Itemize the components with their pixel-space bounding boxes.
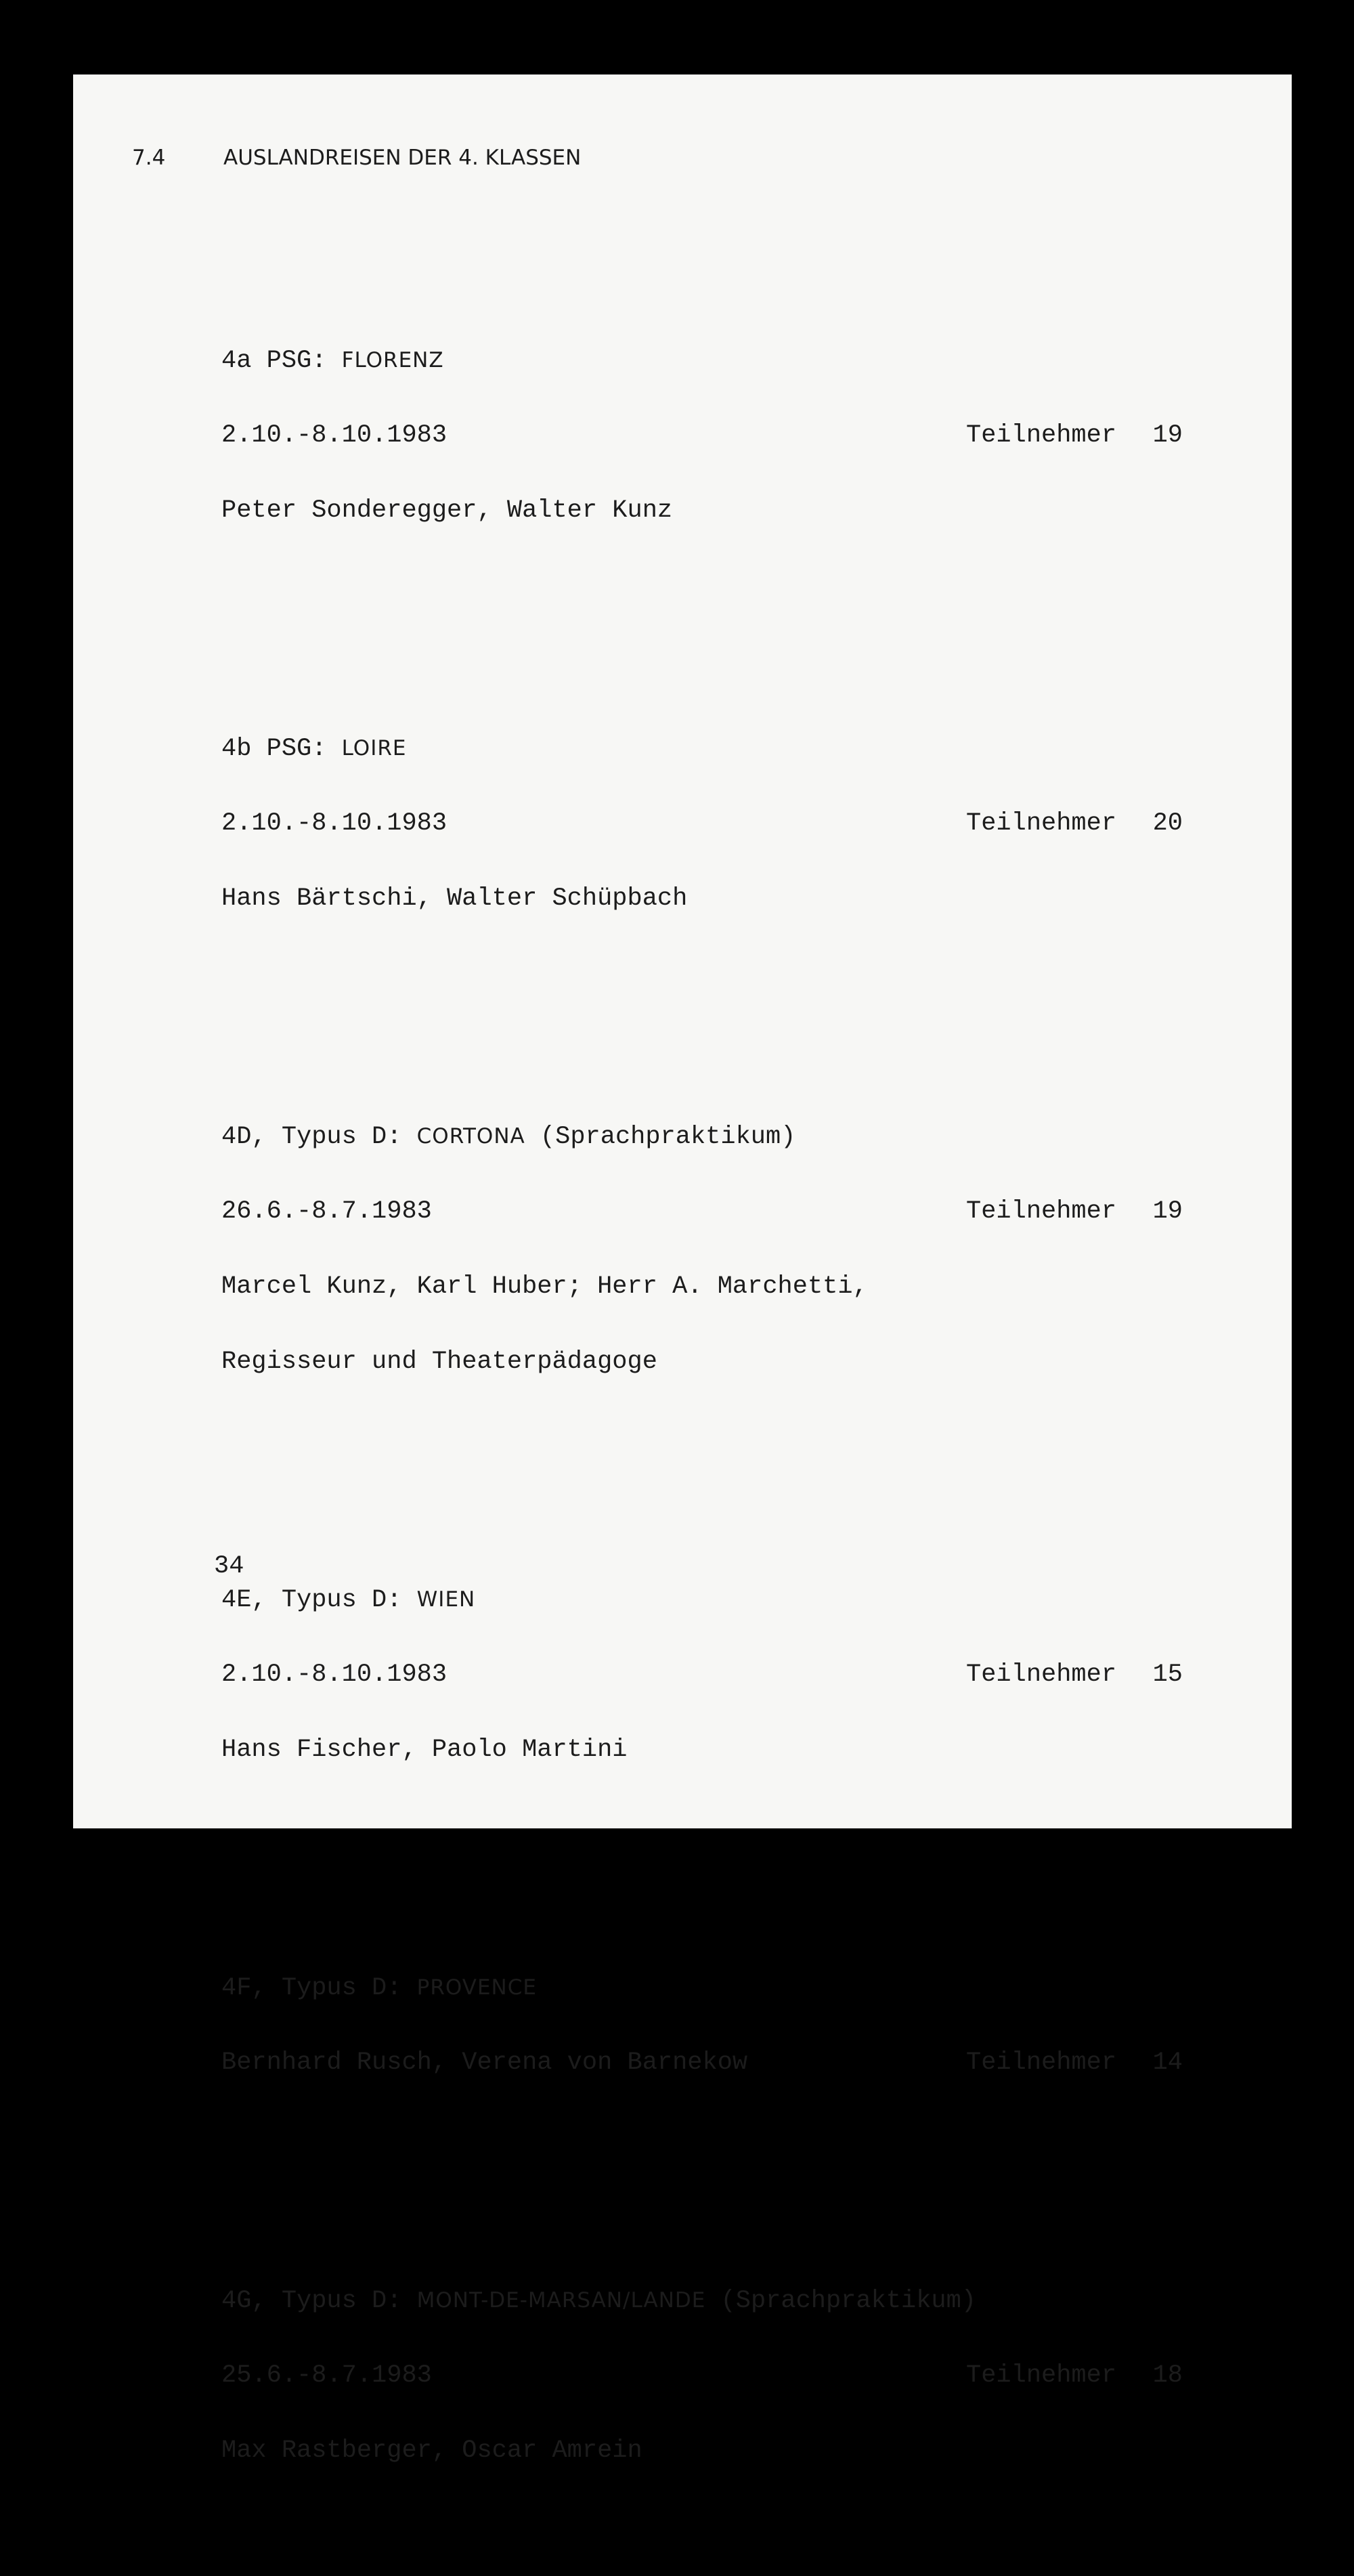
trip-leaders-row (221, 886, 1183, 911)
trip-leaders: Peter Sonderegger, Walter Kunz (221, 496, 673, 525)
trip-date-row (221, 423, 1183, 448)
trip-heading (221, 1124, 1183, 1149)
page-number: 34 (214, 1552, 244, 1581)
trip-date: 25.6.-8.7.1983 (221, 2361, 432, 2390)
trip-heading (221, 736, 1183, 761)
participants-count: 19 (1152, 1197, 1183, 1226)
trip-list (221, 198, 1183, 2576)
participants-count: 15 (1152, 1660, 1183, 1689)
class-label: 4E, Typus D: (221, 1586, 417, 1614)
trip-entry (221, 1537, 1183, 1813)
class-label: 4D, Typus D: (221, 1123, 417, 1151)
participants-count: 20 (1152, 809, 1183, 838)
destination: CORTONA (416, 1124, 525, 1149)
trip-leaders: Hans Bärtschi, Walter Schüpbach (221, 884, 688, 913)
section-heading (132, 146, 581, 170)
participants-label: Teilnehmer (966, 421, 1117, 450)
destination: PROVENCE (416, 1975, 537, 2000)
trip-entry (221, 1925, 1183, 2126)
participants-label: Teilnehmer (966, 1660, 1117, 1689)
trip-leaders-row (221, 1738, 1183, 1763)
trip-note: (Sprachpraktikum) (705, 2287, 977, 2315)
trip-leaders: Marcel Kunz, Karl Huber; Herr A. Marchetti, (221, 1272, 868, 1301)
trip-heading (221, 1587, 1183, 1612)
destination: LOIRE (341, 736, 407, 760)
participants-count: 19 (1152, 421, 1183, 450)
trip-entry (221, 2238, 1183, 2514)
class-label: 4F, Typus D: (221, 1974, 417, 2002)
trip-leaders-row (221, 498, 1183, 523)
participants-label: Teilnehmer (966, 2361, 1117, 2390)
destination: FLORENZ (341, 348, 444, 372)
section-title: AUSLANDREISEN DER 4. KLASSEN (223, 146, 582, 170)
class-label: 4b PSG: (221, 735, 342, 763)
trip-date-row (221, 1199, 1183, 1224)
participants-label: Teilnehmer (966, 809, 1117, 838)
trip-heading (221, 348, 1183, 373)
trip-leaders: Bernhard Rusch, Verena von Barnekow (221, 2048, 748, 2077)
participants-label: Teilnehmer (966, 1197, 1117, 1226)
trip-heading (221, 1975, 1183, 2000)
trip-leaders-row (221, 2439, 1183, 2464)
class-label: 4G, Typus D: (221, 2287, 417, 2315)
trip-entry (221, 1074, 1183, 1425)
trip-leaders-row (221, 2048, 1183, 2077)
trip-date: 2.10.-8.10.1983 (221, 809, 447, 838)
trip-leaders: Hans Fischer, Paolo Martini (221, 1736, 628, 1764)
participants-count: 14 (1152, 2048, 1183, 2077)
trip-leaders-row (221, 1274, 1183, 1300)
trip-date-row (221, 811, 1183, 836)
trip-entry (221, 686, 1183, 962)
trip-heading (221, 2288, 1183, 2313)
trip-date-row (221, 1662, 1183, 1688)
trip-date: 2.10.-8.10.1983 (221, 421, 447, 450)
trip-note: (Sprachpraktikum) (525, 1123, 796, 1151)
trip-leaders: Max Rastberger, Oscar Amrein (221, 2437, 642, 2465)
trip-date-row (221, 2363, 1183, 2388)
trip-date: 26.6.-8.7.1983 (221, 1197, 432, 1226)
trip-entry (221, 298, 1183, 574)
class-label: 4a PSG: (221, 347, 342, 375)
participants-count: 18 (1152, 2361, 1183, 2390)
trip-leaders-row (221, 1350, 1183, 1375)
destination: MONT-DE-MARSAN/LANDE (416, 2288, 706, 2313)
participants-label: Teilnehmer (966, 2048, 1117, 2077)
trip-date: 2.10.-8.10.1983 (221, 1660, 447, 1689)
destination: WIEN (416, 1587, 476, 1612)
trip-leaders-continued: Regisseur und Theaterpädagoge (221, 1348, 657, 1376)
section-number: 7.4 (132, 146, 166, 170)
